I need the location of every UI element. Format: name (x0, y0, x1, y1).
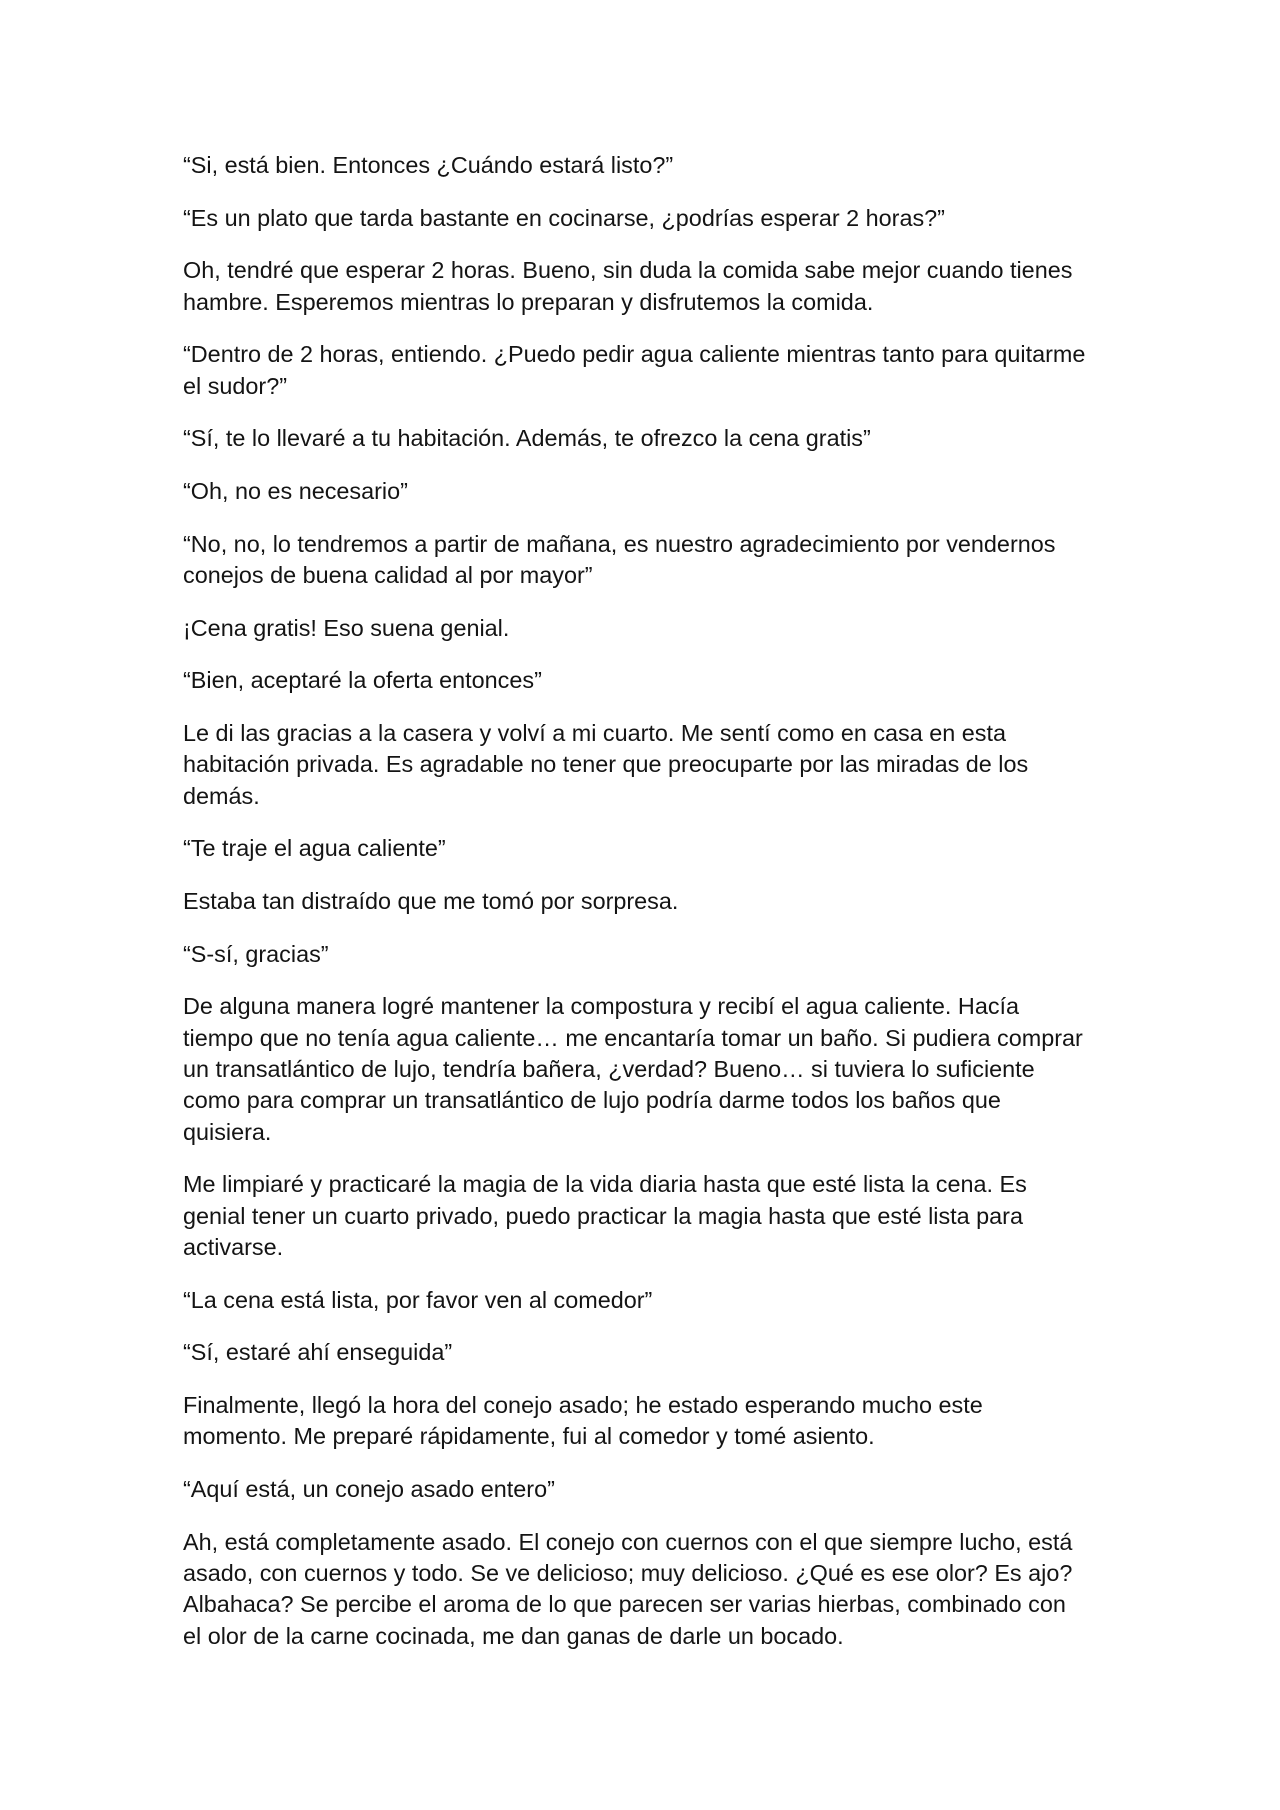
paragraph (183, 1390, 1123, 1453)
paragraph (183, 1527, 1123, 1652)
paragraph (183, 613, 1123, 644)
paragraph (183, 529, 1123, 592)
paragraph-line: “Dentro de 2 horas, entiendo. ¿Puedo pedir agua caliente mientras tanto para quitarme (183, 341, 1086, 368)
paragraph (183, 886, 1123, 917)
paragraph-line: conejos de buena calidad al por mayor” (183, 562, 593, 589)
paragraph (183, 1474, 1123, 1505)
paragraph-line: “S-sí, gracias” (183, 940, 329, 967)
paragraph-line: “Es un plato que tarda bastante en cocinarse, ¿podrías esperar 2 horas?” (183, 204, 945, 231)
paragraph (183, 339, 1123, 402)
paragraph (183, 1337, 1123, 1368)
paragraph-line: “Aquí está, un conejo asado entero” (183, 1475, 555, 1502)
paragraph-line: Le di las gracias a la casera y volví a mi cuarto. Me sentí como en casa en esta (183, 720, 1006, 747)
paragraph (183, 255, 1123, 318)
paragraph-line: momento. Me preparé rápidamente, fui al comedor y tomé asiento. (183, 1423, 875, 1450)
paragraph-line: “No, no, lo tendremos a partir de mañana, es nuestro agradecimiento por vendernos (183, 530, 1056, 557)
paragraph (183, 476, 1123, 507)
paragraph-line: Me limpiaré y practicaré la magia de la vida diaria hasta que esté lista la cena. Es (183, 1171, 1027, 1198)
paragraph-line: “Sí, te lo llevaré a tu habitación. Además, te ofrezco la cena gratis” (183, 425, 871, 452)
paragraph-line: “Oh, no es necesario” (183, 478, 408, 505)
paragraph-line: demás. (183, 782, 260, 809)
paragraph-line: “Sí, estaré ahí enseguida” (183, 1339, 453, 1366)
paragraph (183, 665, 1123, 696)
paragraph (183, 939, 1123, 970)
document-text-body (183, 150, 1123, 1673)
paragraph-line: Finalmente, llegó la hora del conejo asado; he estado esperando mucho este (183, 1391, 983, 1418)
paragraph-line: “Bien, aceptaré la oferta entonces” (183, 667, 542, 694)
paragraph-line: “La cena está lista, por favor ven al comedor” (183, 1286, 653, 1313)
paragraph-line: como para comprar un transatlántico de lujo podría darme todos los baños que (183, 1087, 1001, 1114)
paragraph (183, 203, 1123, 234)
paragraph-line: “Si, está bien. Entonces ¿Cuándo estará listo?” (183, 152, 674, 178)
paragraph-line: quisiera. (183, 1118, 272, 1145)
paragraph-line: Estaba tan distraído que me tomó por sorpresa. (183, 888, 679, 915)
paragraph (183, 423, 1123, 454)
paragraph-line: De alguna manera logré mantener la compostura y recibí el agua caliente. Hacía (183, 993, 1020, 1020)
paragraph (183, 150, 1123, 181)
paragraph-line: el olor de la carne cocinada, me dan ganas de darle un bocado. (183, 1622, 844, 1649)
paragraph-line: un transatlántico de lujo, tendría bañera, ¿verdad? Bueno… si tuviera lo suficiente (183, 1056, 1035, 1083)
paragraph-line: “Te traje el agua caliente” (183, 835, 446, 862)
paragraph (183, 991, 1123, 1147)
paragraph-line: Ah, está completamente asado. El conejo con cuernos con el que siempre lucho, está (183, 1528, 1073, 1555)
paragraph-line: habitación privada. Es agradable no tener que preocuparte por las miradas de los (183, 751, 1029, 778)
paragraph-line: hambre. Esperemos mientras lo preparan y disfrutemos la comida. (183, 288, 874, 315)
paragraph-line: tiempo que no tenía agua caliente… me encantaría tomar un baño. Si pudiera comprar (183, 1024, 1083, 1051)
paragraph-line: Albahaca? Se percibe el aroma de lo que parecen ser varias hierbas, combinado con (183, 1591, 1066, 1618)
paragraph (183, 833, 1123, 864)
paragraph-line: asado, con cuernos y todo. Se ve delicioso; muy delicioso. ¿Qué es ese olor? Es ajo? (183, 1559, 1073, 1586)
paragraph-line: Oh, tendré que esperar 2 horas. Bueno, sin duda la comida sabe mejor cuando tienes (183, 257, 1073, 284)
paragraph-line: el sudor?” (183, 372, 288, 399)
paragraph (183, 1169, 1123, 1263)
paragraph (183, 718, 1123, 812)
paragraph-line: activarse. (183, 1233, 284, 1260)
paragraph (183, 1285, 1123, 1316)
paragraph-line: ¡Cena gratis! Eso suena genial. (183, 614, 510, 641)
paragraph-line: genial tener un cuarto privado, puedo practicar la magia hasta que esté lista para (183, 1202, 1023, 1229)
